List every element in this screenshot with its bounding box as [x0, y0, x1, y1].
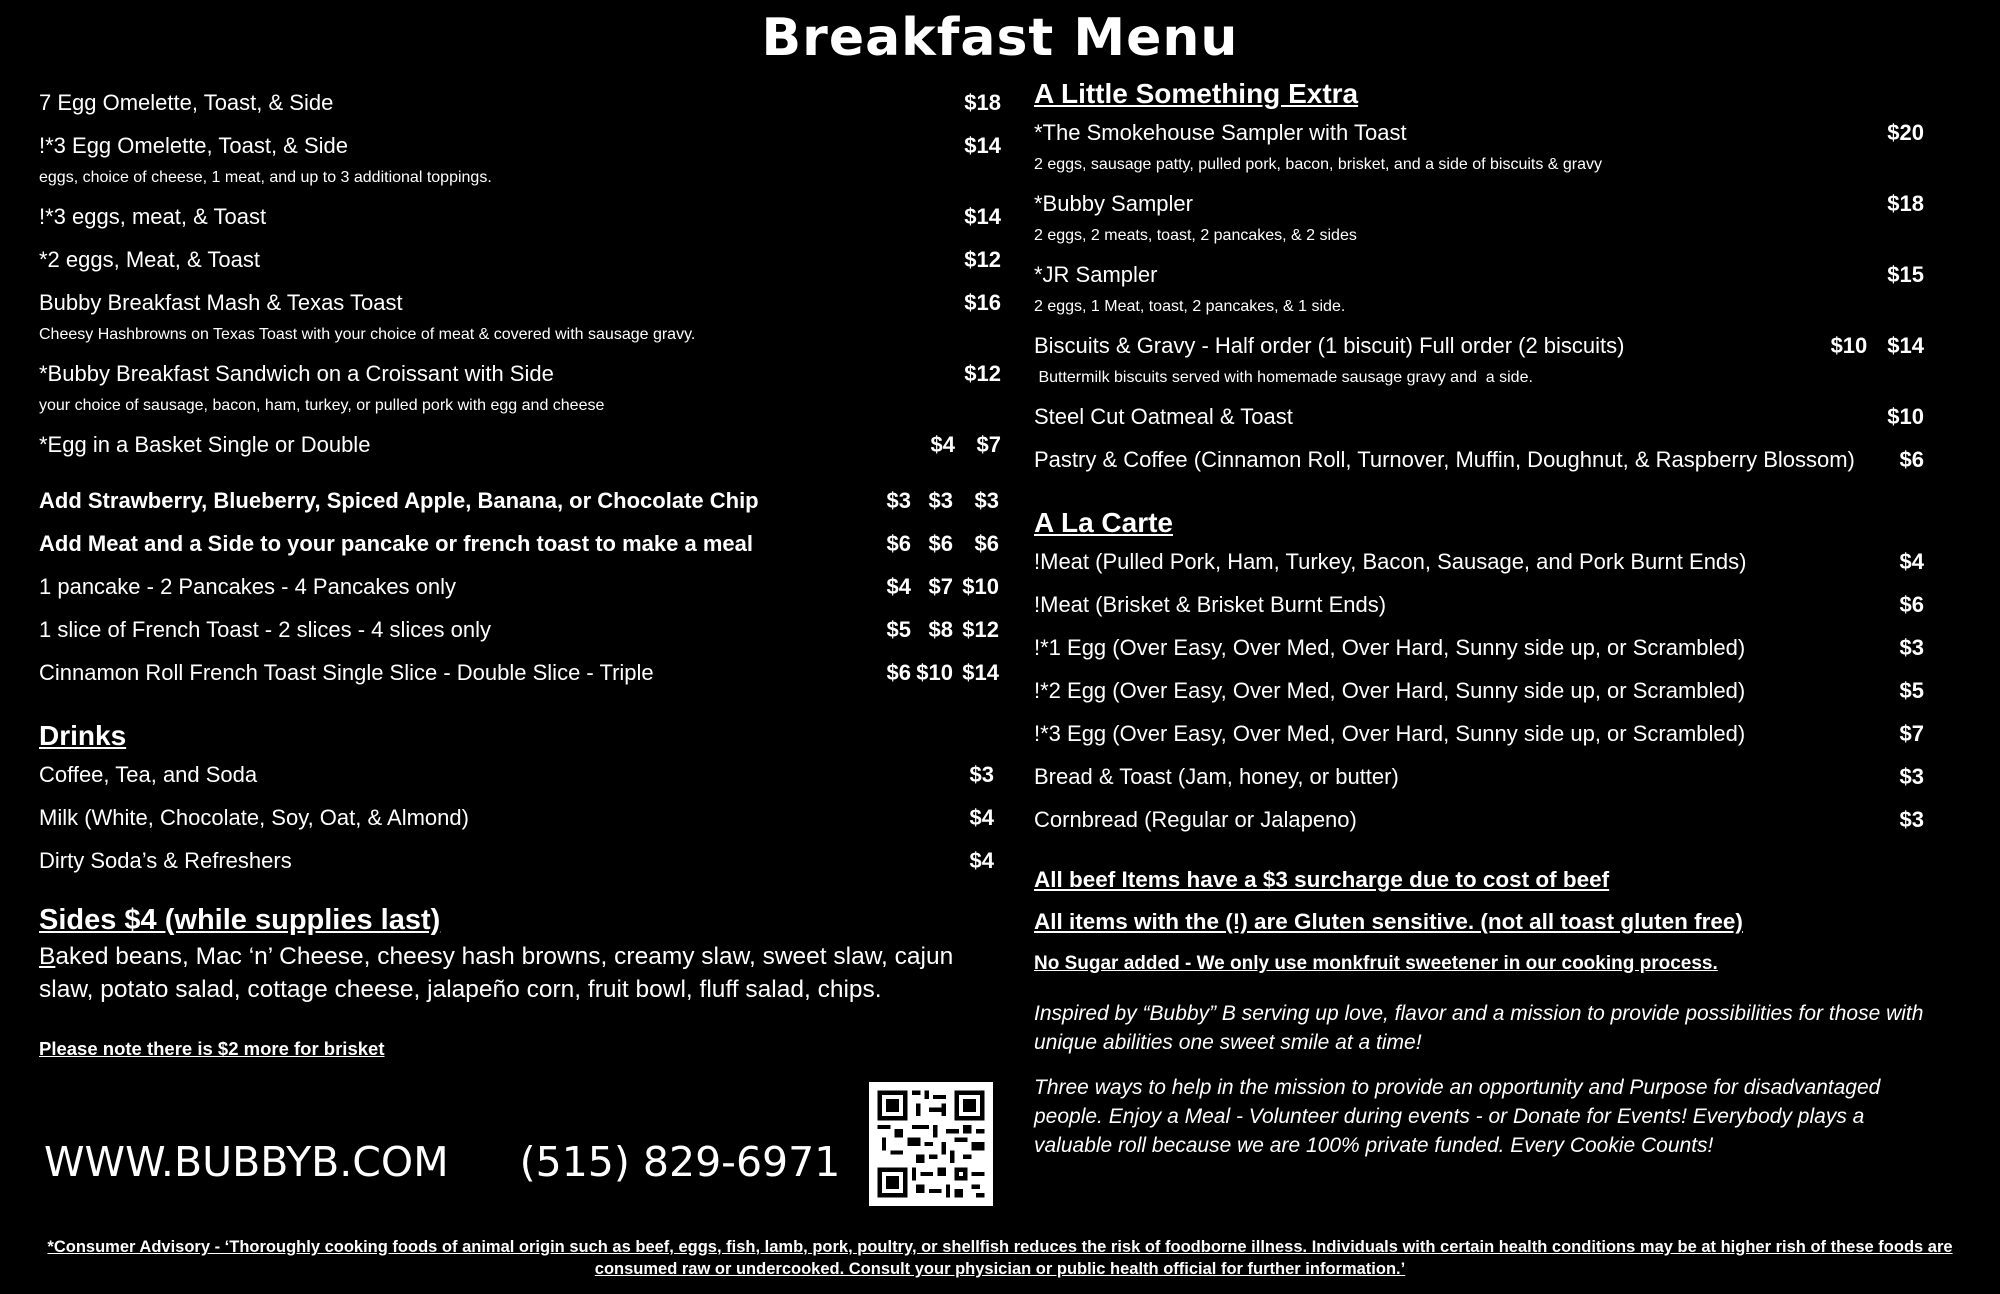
item-name: Bread & Toast (Jam, honey, or butter) [1034, 764, 1399, 789]
item-name: !*1 Egg (Over Easy, Over Med, Over Hard, Sunny side up, or Scrambled) [1034, 635, 1746, 660]
item-name: Cinnamon Roll French Toast Single Slice - Double Slice - Triple [39, 660, 654, 685]
item-description: Buttermilk biscuits served with homemade sausage gravy and a side. [1034, 369, 1533, 386]
menu-item [39, 288, 1001, 318]
menu-item [39, 88, 1001, 118]
item-name: *2 eggs, Meat, & Toast [39, 247, 260, 272]
right-column [1034, 76, 1924, 1160]
item-price: $4 [969, 805, 994, 830]
item-price: $4 [969, 848, 994, 873]
price-1: $3 [886, 488, 911, 513]
price-3: $12 [962, 617, 999, 642]
item-price: $14 [964, 133, 1001, 158]
item-price-half: $10 [1830, 333, 1868, 358]
beef-surcharge-notice: All beef Items have a $3 surcharge due to cost of beef [1034, 867, 1610, 892]
menu-item [39, 202, 1001, 232]
menu-item [1034, 547, 1924, 577]
price-1: $5 [886, 617, 911, 642]
item-name: 1 pancake - 2 Pancakes - 4 Pancakes only [39, 574, 457, 599]
item-name: *JR Sampler [1034, 262, 1158, 287]
sides-list-text: aked beans, Mac ‘n’ Cheese, cheesy hash browns, creamy slaw, sweet slaw, cajun slaw, potato salad, cottage cheese, jalapeño corn, fruit bowl, fluff salad, chips. [39, 943, 954, 1003]
item-name: !*3 Egg Omelette, Toast, & Side [39, 133, 348, 158]
item-name: Dirty Soda’s & Refreshers [39, 848, 292, 873]
menu-item [39, 430, 1001, 460]
item-description: Cheesy Hashbrowns on Texas Toast with your choice of meat & covered with sausage gravy. [39, 326, 696, 343]
price-2: $7 [928, 574, 953, 599]
item-name: !Meat (Brisket & Brisket Burnt Ends) [1034, 592, 1387, 617]
item-name: !*3 Egg (Over Easy, Over Med, Over Hard, Sunny side up, or Scrambled) [1034, 721, 1746, 746]
menu-item [1034, 260, 1924, 290]
item-price: $7 [1899, 721, 1924, 746]
sugar-notice: No Sugar added - We only use monkfruit sweetener in our cooking process. [1034, 953, 1718, 974]
item-prices [871, 572, 999, 602]
phone-number: (515) 829-6971 [519, 1138, 841, 1186]
item-name: Bubby Breakfast Mash & Texas Toast [39, 290, 403, 315]
menu-item [1034, 331, 1924, 361]
drinks-section [39, 718, 994, 876]
menu-item [1034, 633, 1924, 663]
menu-item [39, 359, 1001, 389]
item-description: 2 eggs, 1 Meat, toast, 2 pancakes, & 1 side. [1034, 298, 1346, 315]
item-description: eggs, choice of cheese, 1 meat, and up to 3 additional toppings. [39, 169, 492, 186]
drinks-heading: Drinks [39, 720, 127, 751]
item-price: $3 [1899, 635, 1924, 660]
item-name: Add Meat and a Side to your pancake or french toast to make a meal [39, 531, 753, 556]
item-description: 2 eggs, sausage patty, pulled pork, bacon, brisket, and a side of biscuits & gravy [1034, 156, 1603, 173]
menu-item [39, 572, 999, 602]
contact-info [44, 1138, 840, 1186]
menu-item [39, 245, 1001, 275]
pancake-section [39, 486, 999, 688]
website-link[interactable]: WWW.BUBBYB.COM [44, 1138, 449, 1186]
item-name: Biscuits & Gravy - Half order (1 biscuit) Full order (2 biscuits) [1034, 333, 1625, 358]
item-name: *The Smokehouse Sampler with Toast [1034, 120, 1407, 145]
menu-item [1034, 719, 1924, 749]
item-name: !*3 eggs, meat, & Toast [39, 204, 267, 229]
item-prices [871, 658, 999, 688]
menu-item [1034, 402, 1924, 432]
item-name: Cornbread (Regular or Jalapeno) [1034, 807, 1357, 832]
item-name: Milk (White, Chocolate, Soy, Oat, & Almond) [39, 805, 469, 830]
menu-item [1034, 189, 1924, 219]
price-2: $6 [928, 531, 953, 556]
gluten-notice: All items with the (!) are Gluten sensitive. (not all toast gluten free) [1034, 909, 1743, 934]
item-price-double: $7 [976, 432, 1001, 457]
price-1: $6 [886, 531, 911, 556]
extra-heading: A Little Something Extra [1034, 78, 1359, 109]
menu-item [39, 846, 994, 876]
menu-item [1034, 445, 1924, 475]
brisket-note: Please note there is $2 more for brisket [39, 1038, 385, 1059]
breakfast-items [39, 88, 1001, 460]
sides-list [39, 940, 999, 1006]
price-1: $4 [886, 574, 911, 599]
item-prices [871, 486, 999, 516]
sides-heading: Sides $4 (while supplies last) [39, 904, 441, 936]
item-price: $18 [1887, 191, 1924, 216]
item-price: $3 [969, 762, 994, 787]
alacarte-section [1034, 505, 1924, 835]
item-price: $12 [964, 247, 1001, 272]
item-name: Coffee, Tea, and Soda [39, 762, 258, 787]
menu-item [39, 760, 994, 790]
item-price: $6 [1899, 592, 1924, 617]
item-price-full: $14 [1887, 333, 1924, 358]
item-price: $5 [1899, 678, 1924, 703]
menu-item [1034, 762, 1924, 792]
page-title: Breakfast Menu [761, 8, 1239, 68]
sides-section [39, 902, 999, 1060]
qr-code[interactable] [869, 1082, 993, 1206]
extra-section [1034, 76, 1924, 475]
price-2: $3 [928, 488, 953, 513]
menu-item [39, 658, 999, 688]
item-name: Add Strawberry, Blueberry, Spiced Apple, Banana, or Chocolate Chip [39, 488, 759, 513]
price-3: $10 [962, 574, 999, 599]
item-price: $3 [1899, 807, 1924, 832]
mission-paragraph-1: Inspired by “Bubby” B serving up love, flavor and a mission to provide possibilities for those with unique abilities one sweet smile at a time! [1034, 1002, 1924, 1054]
item-prices [871, 615, 999, 645]
menu-item [39, 529, 999, 559]
menu-item [39, 615, 999, 645]
item-name: 7 Egg Omelette, Toast, & Side [39, 90, 334, 115]
item-name: !Meat (Pulled Pork, Ham, Turkey, Bacon, Sausage, and Pork Burnt Ends) [1034, 549, 1747, 574]
consumer-advisory: *Consumer Advisory - ‘Thoroughly cooking foods of animal origin such as beef, eggs, fish, lamb, pork, poultry, or shellfish reduces the risk of foodborne illness. Individuals with certain health conditions may be at higher rish of these foods are consumed raw or undercooked. Consult your physician or public health official for further information.’ [47, 1238, 1953, 1278]
item-price-single: $4 [930, 432, 955, 457]
item-name: *Bubby Sampler [1034, 191, 1193, 216]
price-2: $8 [928, 617, 953, 642]
item-description: your choice of sausage, bacon, ham, turkey, or pulled pork with egg and cheese [39, 397, 605, 414]
menu-item [39, 803, 994, 833]
item-name: *Egg in a Basket Single or Double [39, 432, 371, 457]
item-name: Pastry & Coffee (Cinnamon Roll, Turnover, Muffin, Doughnut, & Raspberry Blossom) [1034, 447, 1855, 472]
item-price: $10 [1887, 404, 1924, 429]
item-prices [871, 529, 999, 559]
menu-item [1034, 590, 1924, 620]
item-name: !*2 Egg (Over Easy, Over Med, Over Hard, Sunny side up, or Scrambled) [1034, 678, 1746, 703]
item-price: $20 [1887, 120, 1924, 145]
notices-section [1034, 865, 1924, 979]
item-price: $16 [964, 290, 1001, 315]
price-3: $6 [974, 531, 999, 556]
item-price: $14 [964, 204, 1001, 229]
price-2: $10 [916, 660, 953, 685]
item-price: $12 [964, 361, 1001, 386]
menu-item [39, 131, 1001, 161]
item-name: Steel Cut Oatmeal & Toast [1034, 404, 1293, 429]
menu-item [1034, 805, 1924, 835]
price-3: $14 [962, 660, 999, 685]
mission-section [1034, 999, 1924, 1160]
alacarte-heading: A La Carte [1034, 507, 1174, 538]
menu-item [39, 486, 999, 516]
item-name: 1 slice of French Toast - 2 slices - 4 slices only [39, 617, 491, 642]
item-price: $15 [1887, 262, 1924, 287]
price-1: $6 [886, 660, 911, 685]
price-3: $3 [974, 488, 999, 513]
item-name: *Bubby Breakfast Sandwich on a Croissant with Side [39, 361, 554, 386]
sides-first-letter: B [39, 943, 56, 970]
mission-paragraph-2: Three ways to help in the mission to provide an opportunity and Purpose for disadvantaged people. Enjoy a Meal - Volunteer during events - or Donate for Events! Everybody plays a valuable roll because we are 100% private funded. Every Cookie Counts! [1034, 1076, 1881, 1157]
item-price: $6 [1899, 447, 1924, 472]
left-column [39, 88, 1001, 1060]
item-price: $18 [964, 90, 1001, 115]
menu-item [1034, 118, 1924, 148]
menu-item [1034, 676, 1924, 706]
item-price: $4 [1899, 549, 1924, 574]
item-price: $3 [1899, 764, 1924, 789]
item-description: 2 eggs, 2 meats, toast, 2 pancakes, & 2 sides [1034, 227, 1357, 244]
